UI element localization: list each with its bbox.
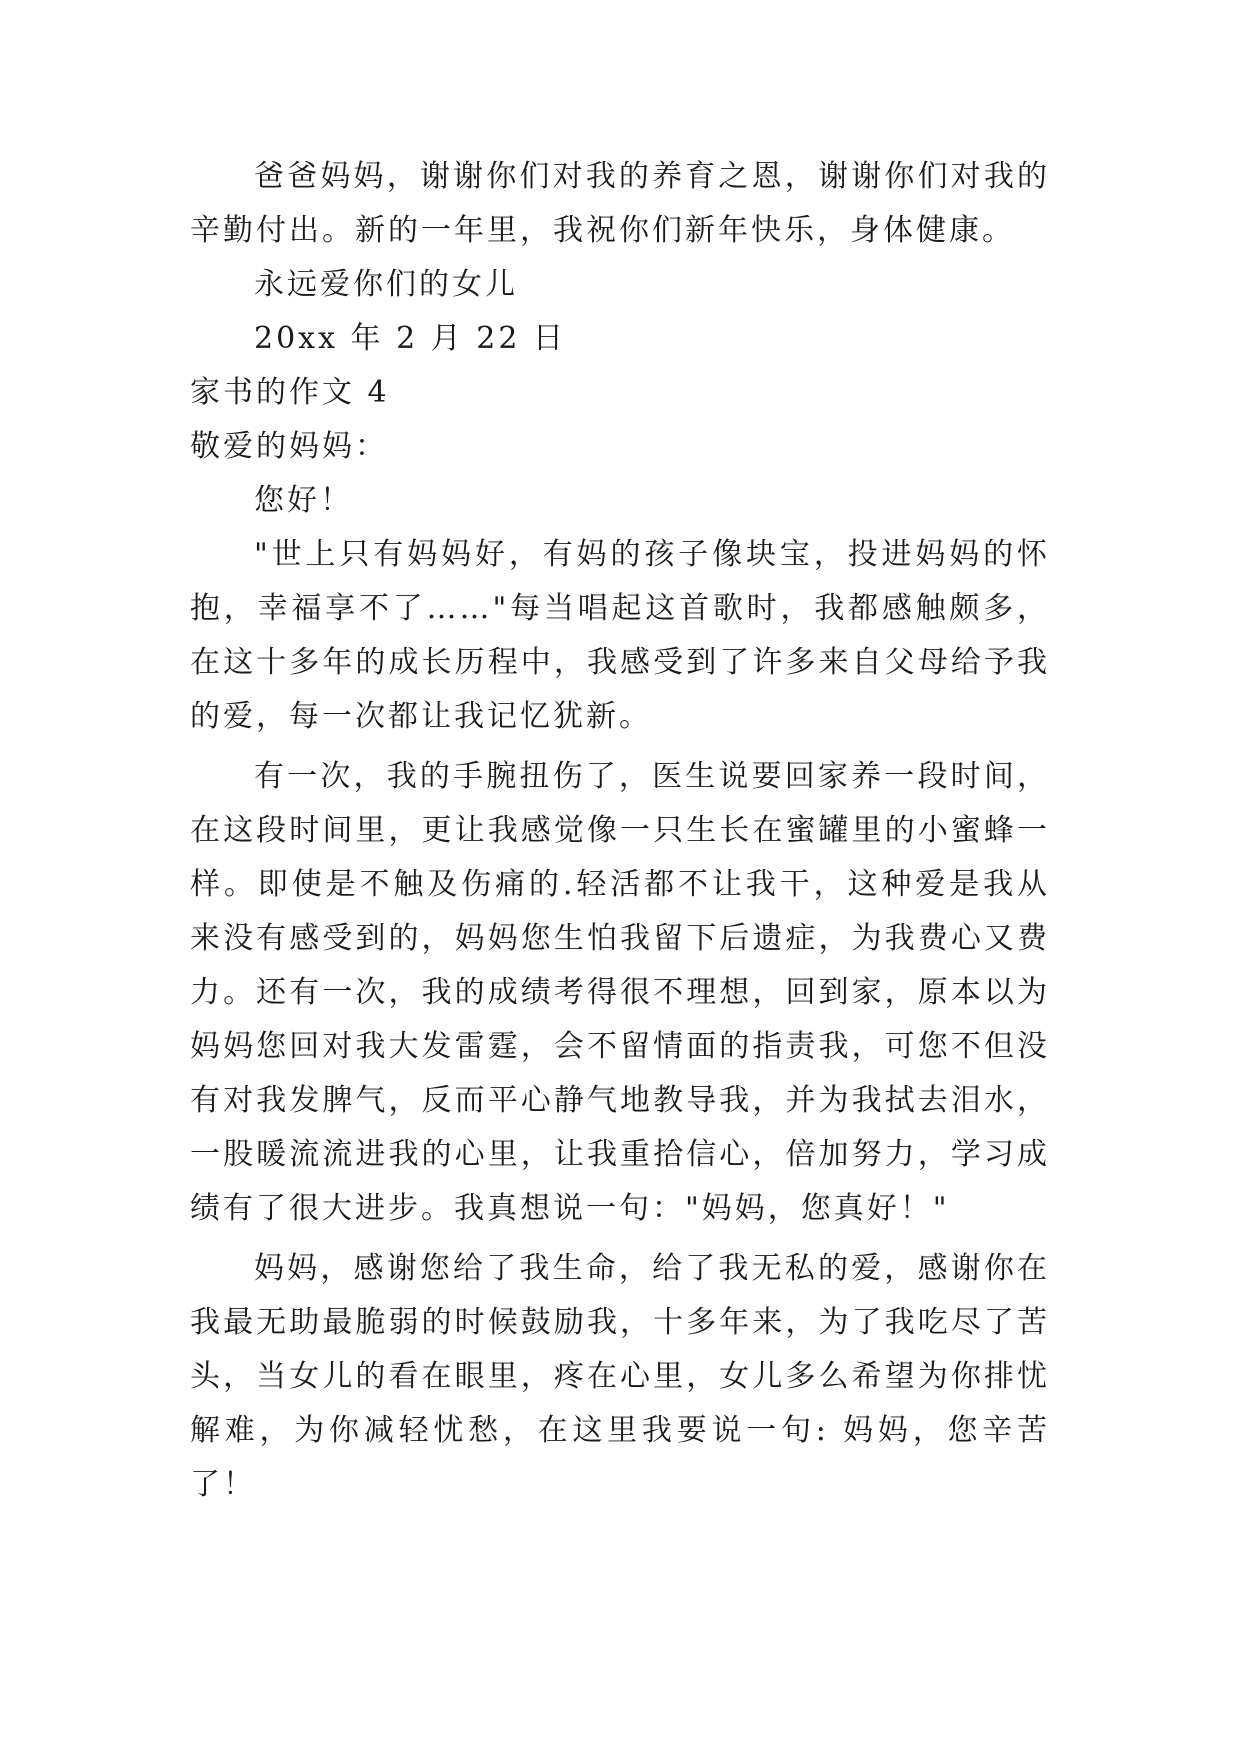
closing-paragraph: 爸爸妈妈，谢谢你们对我的养育之恩，谢谢你们对我的辛勤付出。新的一年里，我祝你们新年快乐，身体健康。 [190,159,1050,248]
body-paragraph: 有一次，我的手腕扭伤了，医生说要回家养一段时间，在这段时间里，更让我感觉像一只生长在蜜罐里的小蜜蜂一样。即使是不触及伤痛的.轻活都不让我干，这种爱是我从来没有感受到的，妈妈您生怕我留下后遗症，为我费心又费力。还有一次，我的成绩考得很不理想，回到家，原本以为妈妈您回对我大发雷霆，会不留情面的指责我，可您不但没有对我发脾气，反而平心静气地教导我，并为我拭去泪水，一股暖流流进我的心里，让我重拾信心，倍加努力，学习成绩有了很大进步。我真想说一句："妈妈，您真好！" [190,759,1050,1226]
salutation: 敬爱的妈妈： [190,429,388,464]
date-line: 20xx 年 2 月 22 日 [254,321,566,356]
body-paragraph: 妈妈，感谢您给了我生命，给了我无私的爱，感谢你在我最无助最脆弱的时候鼓励我，十多年来，为了我吃尽了苦头，当女儿的看在眼里，疼在心里，女儿多么希望为你排忧解难，为你减轻忧愁，在这里我要说一句: 妈妈，您辛苦了！ [190,1251,1050,1502]
letter-body [190,150,1050,1512]
section-heading: 家书的作文 4 [190,375,390,410]
greeting: 您好！ [254,483,353,518]
body-paragraph: "世上只有妈妈好，有妈的孩子像块宝，投进妈妈的怀抱，幸福享不了……"每当唱起这首歌时，我都感触颇多，在这十多年的成长历程中，我感受到了许多来自父母给予我的爱，每一次都让我记忆犹新。 [190,537,1050,734]
signature-line: 永远爱你们的女儿 [254,267,518,302]
